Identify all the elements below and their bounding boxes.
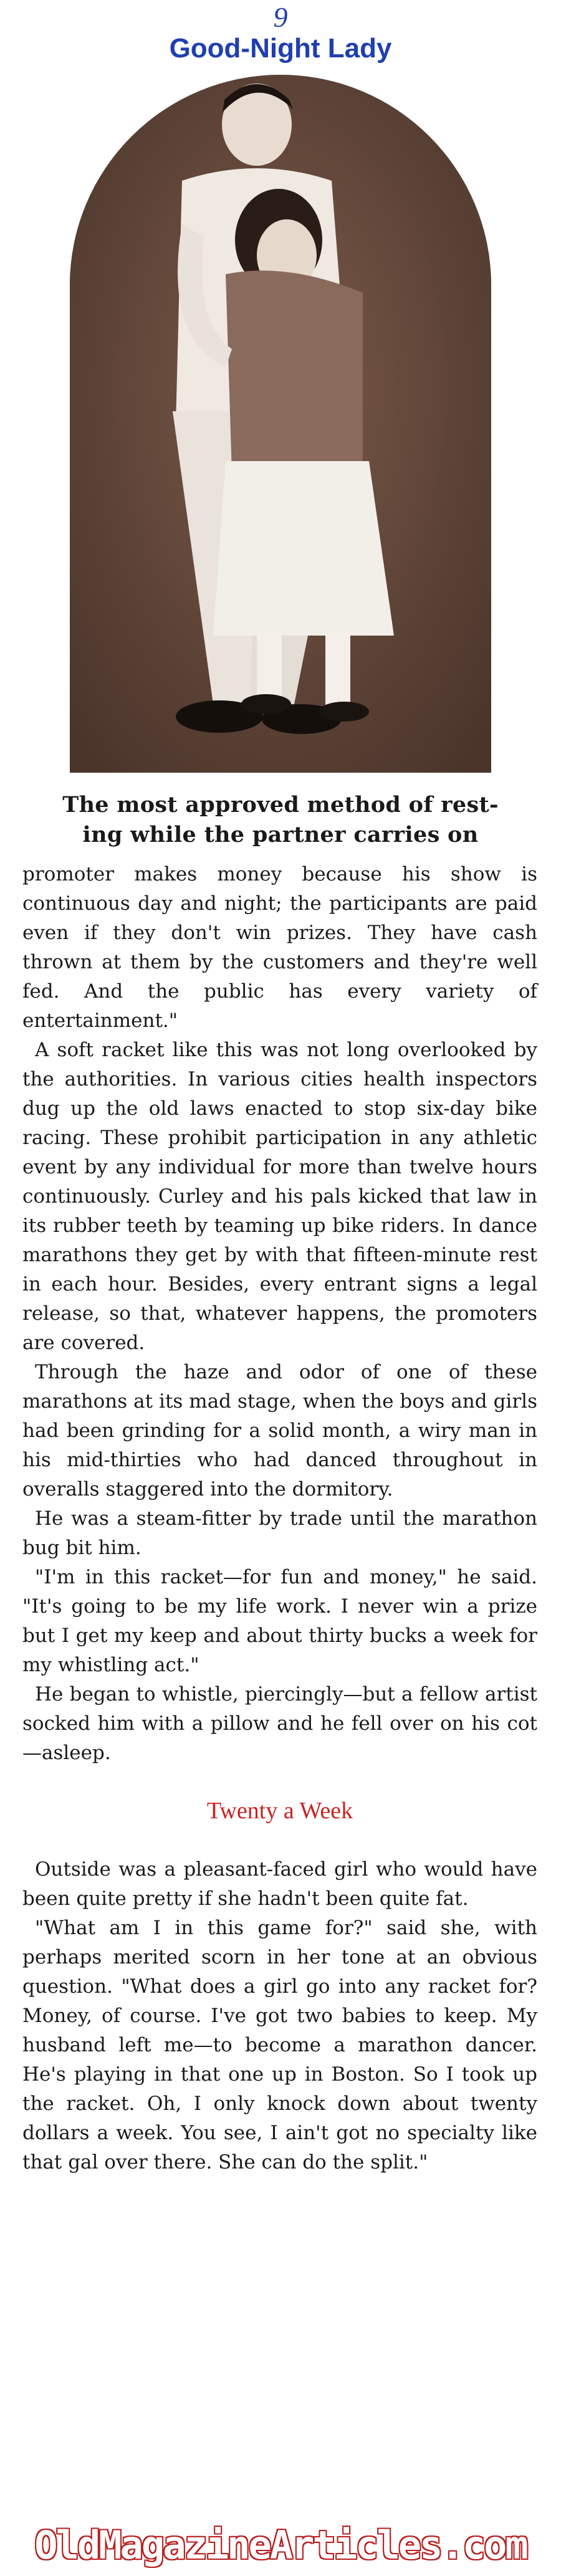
article-paragraph: He began to whistle, piercingly—but a fellow artist socked him with a pillow and he fell over on his cot—asleep. — [22, 1683, 537, 1764]
dancers-illustration — [70, 75, 491, 773]
article-body — [22, 860, 537, 2177]
caption-line: ing while the partner carries on — [82, 822, 479, 847]
article-paragraph: A soft racket like this was not long overlooked by the authorities. In various cities health inspectors dug up the old laws enacted to stop six-day bike racing. These prohibit participation in any athletic event by any individual for more than twelve hours continuously. Curley and his pals kicked that law in its rubber teeth by teaming up bike riders. In dance marathons they get by with that fifteen-minute rest in each hour. Besides, every entrant signs a legal release, so that, whatever happens, the promoters are covered. — [22, 1039, 537, 1354]
article-paragraph: "What am I in this game for?" said she, with perhaps merited scorn in her tone at an obvious question. "What does a girl go into any racket for? Money, of course. I've got two babies to keep. My husband left me—to become a marathon dancer. He's playing in that one up in Boston. So I took up the racket. Oh, I only knock down about twenty dollars a week. You see, I ain't got no specialty like that gal over there. She can do the split." — [22, 1917, 537, 2173]
section-subhead: Twenty a Week — [206, 1798, 353, 1824]
page-title: Good-Night Lady — [169, 33, 392, 64]
page-header — [0, 2, 561, 65]
article-paragraph: promoter makes money because his show is continuous day and night; the participants are paid even if they don't win prizes. They have cash thrown at them by the customers and they're well fed. And the public has every variety of entertainment." — [22, 863, 537, 1032]
page-number: 9 — [273, 1, 288, 33]
caption-line: The most approved method of rest- — [62, 792, 499, 818]
article-paragraph: He was a steam-fitter by trade until the marathon bug bit him. — [22, 1507, 537, 1559]
site-watermark: OldMagazineArticles.com — [34, 2522, 527, 2568]
article-paragraph: Outside was a pleasant-faced girl who would have been quite pretty if she hadn't been quite fat. — [22, 1858, 537, 1910]
article-paragraph: "I'm in this racket—for fun and money," he said. "It's going to be my life work. I never win a prize but I get my keep and about thirty bucks a week for my whistling act." — [22, 1566, 537, 1676]
dancers-photo — [70, 75, 491, 773]
photo-caption — [0, 790, 561, 850]
article-paragraph: Through the haze and odor of one of these marathons at its mad stage, when the boys and girls had been grinding for a solid month, a wiry man in his mid-thirties who had danced throughout in overalls staggered into the dormitory. — [22, 1361, 537, 1500]
